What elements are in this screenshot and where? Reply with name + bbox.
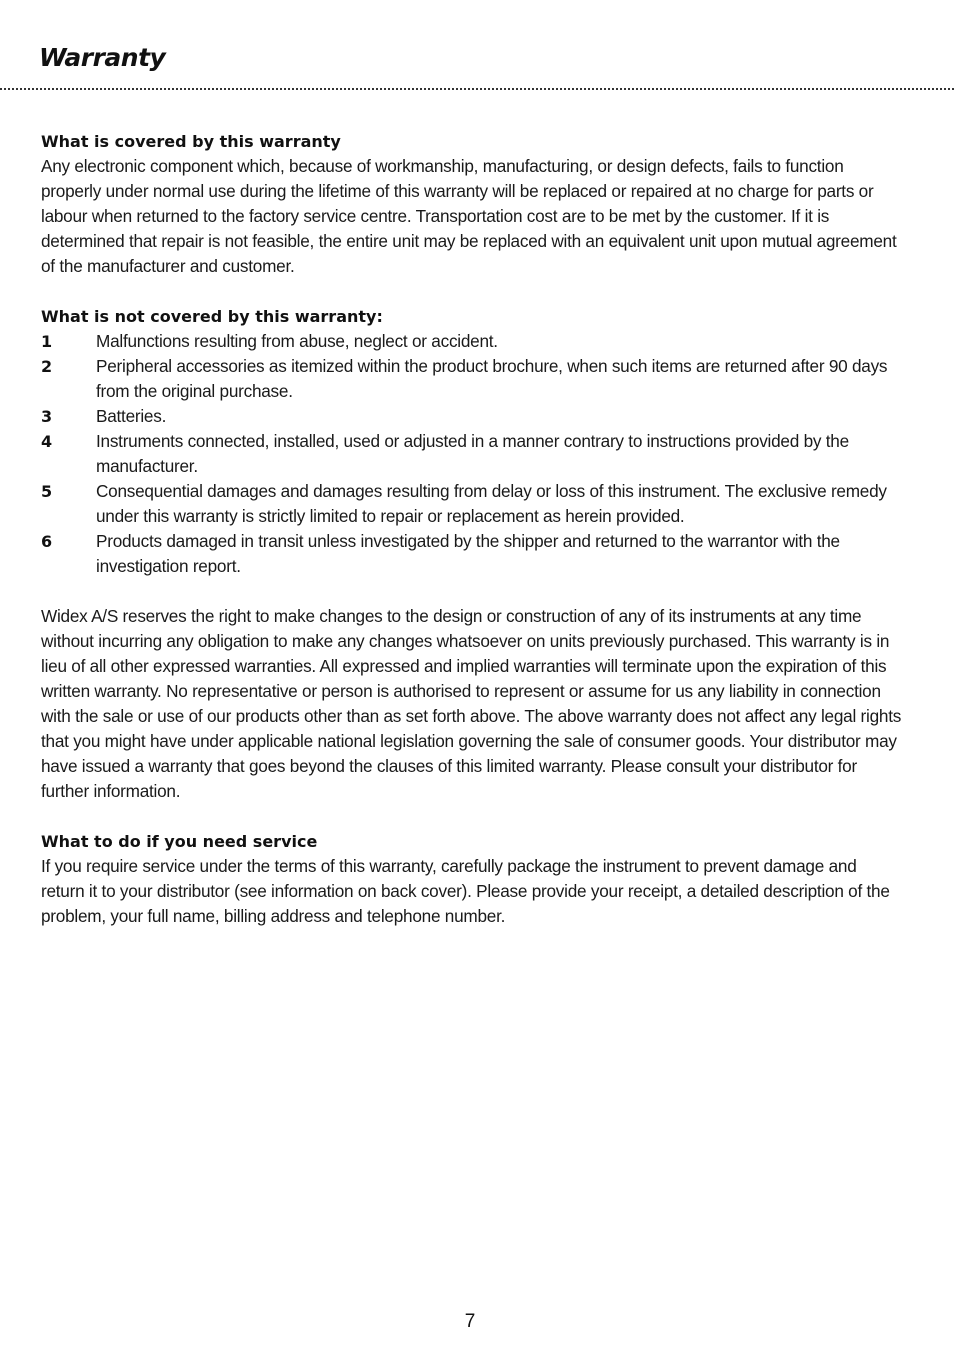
section-spacer [41,279,903,304]
list-item-number: 5 [41,482,52,501]
page-title: Warranty [39,43,166,72]
list-item [41,479,903,529]
list-item-number: 1 [41,332,52,351]
list-item-text: Peripheral accessories as itemized within the product brochure, when such items are returned after 90 days from the original purchase. [96,356,888,401]
list-item-text: Instruments connected, installed, used or adjusted in a manner contrary to instructions provided by the manufacturer. [96,431,849,476]
service-paragraph: If you require service under the terms of this warranty, carefully package the instrument to prevent damage and return it to your distributor (see information on back cover). Please provide your receipt, a detailed description of the problem, your full name, billing address and telephone number. [41,856,890,926]
list-item-number: 6 [41,532,52,551]
list-item [41,404,903,429]
not-covered-heading: What is not covered by this warranty: [41,307,383,326]
list-item-text: Malfunctions resulting from abuse, neglect or accident. [96,331,498,351]
covered-heading: What is covered by this warranty [41,132,341,151]
list-item-number: 4 [41,432,52,451]
list-item-text: Batteries. [96,406,167,426]
exclusions-list [41,329,903,579]
list-item-text: Products damaged in transit unless investigated by the shipper and returned to the warrantor with the investigation report. [96,531,840,576]
list-item-text: Consequential damages and damages resulting from delay or loss of this instrument. The exclusive remedy under this warranty is strictly limited to repair or replacement as herein provided. [96,481,887,526]
section-spacer [41,804,903,829]
list-item [41,429,903,479]
covered-paragraph: Any electronic component which, because of workmanship, manufacturing, or design defects, fails to function properly under normal use during the lifetime of this warranty will be replaced or repaired at no charge for parts or labour when returned to the factory service centre. Transportation cost are to be met by the customer. If it is determined that repair is not feasible, the entire unit may be replaced with an equivalent unit upon mutual agreement of the manufacturer and customer. [41,156,897,276]
section-spacer [41,579,903,604]
list-item-number: 3 [41,407,52,426]
reservation-paragraph: Widex A/S reserves the right to make changes to the design or construction of any of its instruments at any time without incurring any obligation to make any changes whatsoever on units previously purchased. This warranty is in lieu of all other expressed warranties. All expressed and implied warranties will terminate upon the expiration of this written warranty. No representative or person is authorised to represent or assume for us any liability in connection with the sale or use of our products other than as set forth above. The above warranty does not affect any legal rights that you might have under applicable national legislation governing the sale of consumer goods. Your distributor may have issued a warranty that goes beyond the clauses of this limited warranty. Please consult your distributor for further information. [41,606,902,801]
warranty-content [41,129,903,929]
service-heading: What to do if you need service [41,832,318,851]
dotted-divider [0,88,954,90]
page-number: 7 [464,1311,476,1332]
list-item [41,354,903,404]
list-item [41,529,903,579]
list-item [41,329,903,354]
list-item-number: 2 [41,357,52,376]
